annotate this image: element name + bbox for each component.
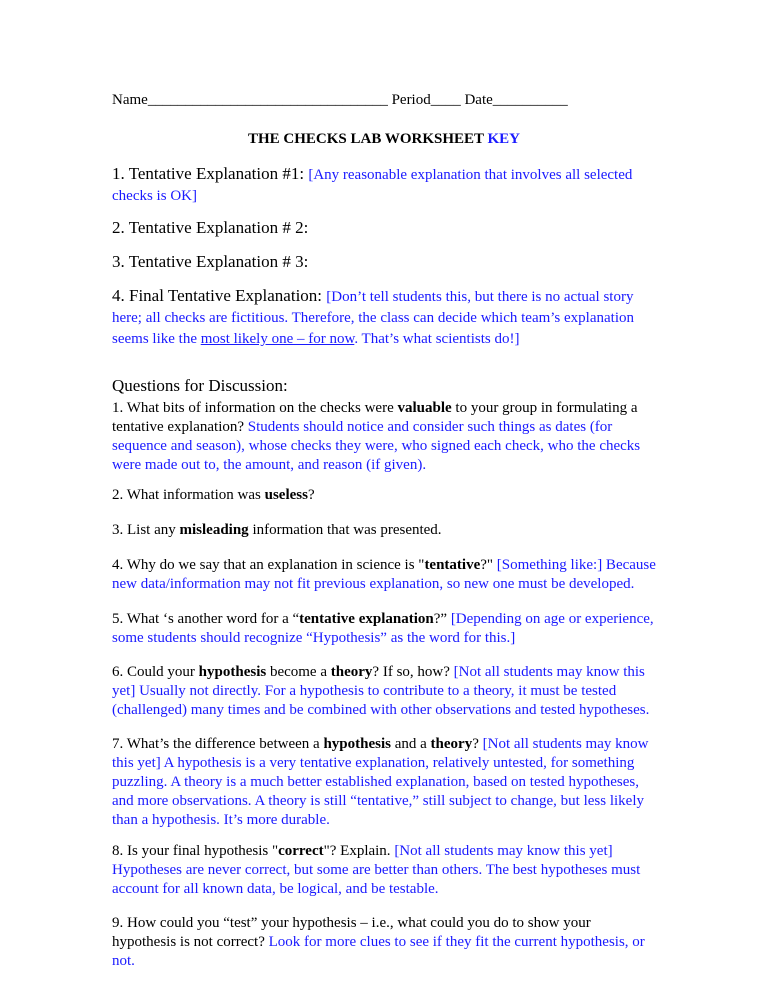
title-text: THE CHECKS LAB WORKSHEET (247, 131, 488, 147)
answer-6: [Not all students may know this yet] Usually not directly. For a hypothesis to contribute to a theory, it must be tested (challenged) many times and be combined with other observations and tested hypotheses. (112, 664, 650, 718)
question-7: 7. What’s the difference between a hypothesis and a theory? [Not all students may know this yet] A hypothesis is a very tentative explanation, relatively untested, for something puzzling. A theory is a much better established explanation, based on tested hypotheses, and more observations. A theory is still “tentative,” still subject to change, but less likely than a hypothesis. It’s more durable. (112, 736, 649, 828)
page-title (0, 131, 768, 148)
question-6: 6. Could your hypothesis become a theory? If so, how? [Not all students may know this yet] Usually not directly. For a hypothesis to contribute to a theory, it must be tested (challenged) many times and be combined with other observations and tested hypotheses. (112, 664, 650, 718)
answer-7: [Not all students may know this yet] A hypothesis is a very tentative explanation, relatively untested, for something puzzling. A theory is a much better established explanation, based on tested hypotheses, and more observations. A theory is still “tentative,” still subject to change, but less likely than a hypothesis. It’s more durable. (112, 736, 649, 828)
question-1: 1. What bits of information on the checks were valuable to your group in formulating a tentative explanation? Students should notice and consider such things as dates (for sequence and season), whose checks they were, who signed each check, who the checks were made out to, the amount, and reason (if given). (112, 400, 641, 473)
explanation-3: 3. Tentative Explanation # 3: (112, 252, 309, 271)
explanation-final: 4. Final Tentative Explanation: [Don’t tell students this, but there is no actual story here; all checks are fictitious. Therefore, the class can decide which team’s explanation seems like the most likely one – for now. That’s what scientists do!] (112, 286, 634, 347)
question-9: 9. How could you “test” your hypothesis – i.e., what could you do to show your hypothesis is not correct? Look for more clues to see if they fit the current hypothesis, or not. (112, 915, 645, 969)
answer-5: [Depending on age or experience, some students should recognize “Hypothesis” as the word for this.] (112, 611, 654, 646)
question-4: 4. Why do we say that an explanation in science is "tentative?" [Something like:] Because new data/information may not fit previous explanation, so new one must be developed. (112, 557, 656, 592)
question-5: 5. What ‘s another word for a “tentative explanation?” [Depending on age or experience, some students should recognize “Hypothesis” as the word for this.] (112, 611, 654, 646)
name-period-date-line: Name________________________________ Period____ Date__________ (112, 92, 568, 108)
question-3: 3. List any misleading information that was presented. (112, 522, 442, 538)
title-key: KEY (487, 131, 521, 147)
question-8: 8. Is your final hypothesis "correct"? Explain. [Not all students may know this yet] Hypotheses are never correct, but some are better than others. The best hypotheses must account for all known data, be logical, and be testable. (112, 843, 641, 897)
explanation-2: 2. Tentative Explanation # 2: (112, 218, 309, 237)
explanation-1: 1. Tentative Explanation #1: [Any reasonable explanation that involves all selected checks is OK] (112, 164, 633, 204)
answer-1: Students should notice and consider such things as dates (for sequence and season), whose checks they were, who signed each check, who the checks were made out to, the amount, and reason (if given). (112, 419, 641, 473)
question-2: 2. What information was useless? (112, 487, 315, 503)
answer-4: [Something like:] Because new data/information may not fit previous explanation, so new one must be developed. (112, 557, 656, 592)
answer-8: [Not all students may know this yet] Hypotheses are never correct, but some are better than others. The best hypotheses must account for all known data, be logical, and be testable. (112, 843, 641, 897)
answer-9: Look for more clues to see if they fit the current hypothesis, or not. (112, 934, 645, 969)
discussion-heading: Questions for Discussion: (112, 376, 288, 395)
